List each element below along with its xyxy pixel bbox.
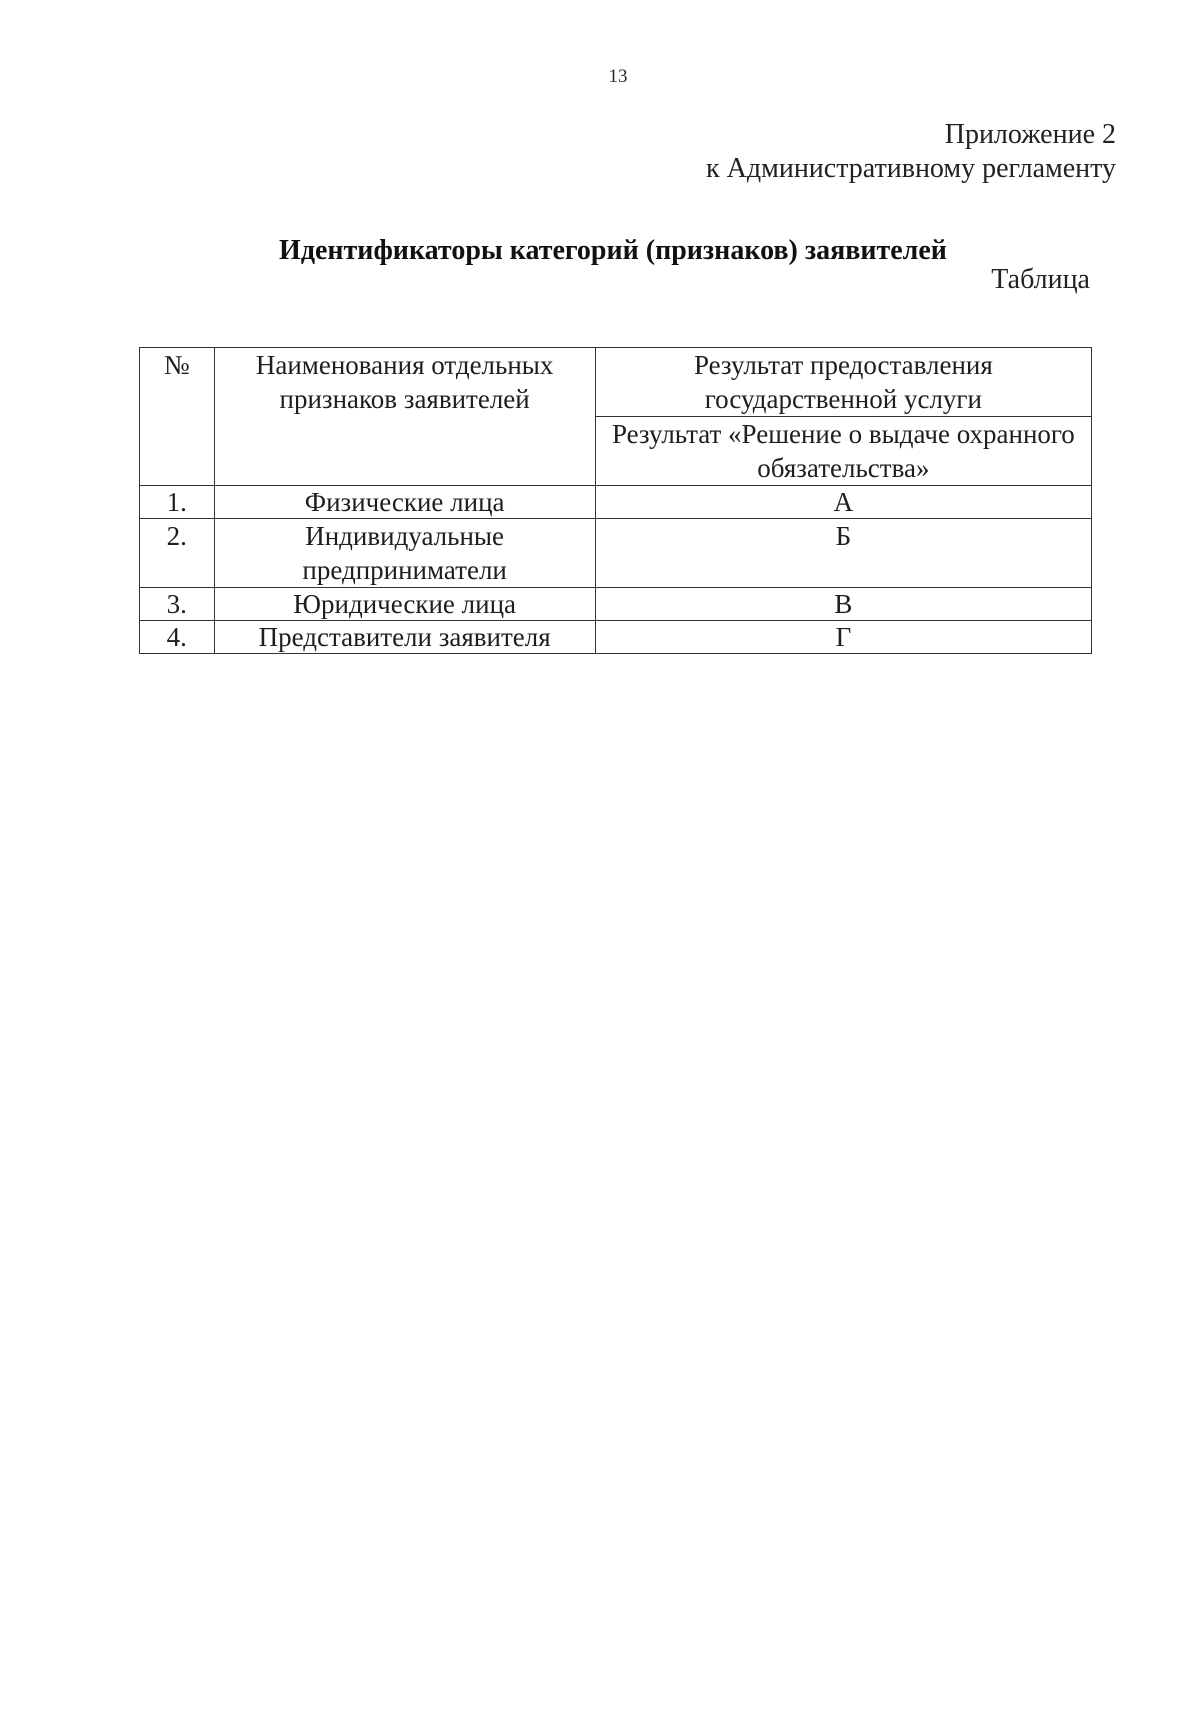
table-row	[140, 588, 1092, 621]
row-name: Индивидуальные предприниматели	[214, 519, 595, 588]
table-caption: Таблица	[991, 264, 1090, 295]
row-number: 4.	[140, 621, 215, 654]
row-code: Б	[595, 519, 1091, 588]
applicant-categories-table	[139, 347, 1092, 654]
row-number: 3.	[140, 588, 215, 621]
table-row	[140, 486, 1092, 519]
row-number: 2.	[140, 519, 215, 588]
document-title: Идентификаторы категорий (признаков) заявителей	[279, 235, 947, 266]
table-row	[140, 621, 1092, 654]
header-result-group: Результат предоставления государственной услуги	[595, 348, 1091, 417]
table-header-row	[140, 348, 1092, 417]
appendix-line-1: Приложение 2	[944, 119, 1116, 150]
row-number: 1.	[140, 486, 215, 519]
header-result-sub: Результат «Решение о выдаче охранного обязательства»	[595, 417, 1091, 486]
appendix-heading	[706, 118, 1116, 186]
row-name: Представители заявителя	[214, 621, 595, 654]
header-name: Наименования отдельных признаков заявителей	[214, 348, 595, 486]
page-number: 13	[608, 66, 628, 87]
row-code: Г	[595, 621, 1091, 654]
table-row	[140, 519, 1092, 588]
row-code: В	[595, 588, 1091, 621]
row-name: Физические лица	[214, 486, 595, 519]
header-number: №	[140, 348, 215, 486]
row-code: А	[595, 486, 1091, 519]
row-name: Юридические лица	[214, 588, 595, 621]
appendix-line-2: к Административному регламенту	[706, 153, 1116, 184]
